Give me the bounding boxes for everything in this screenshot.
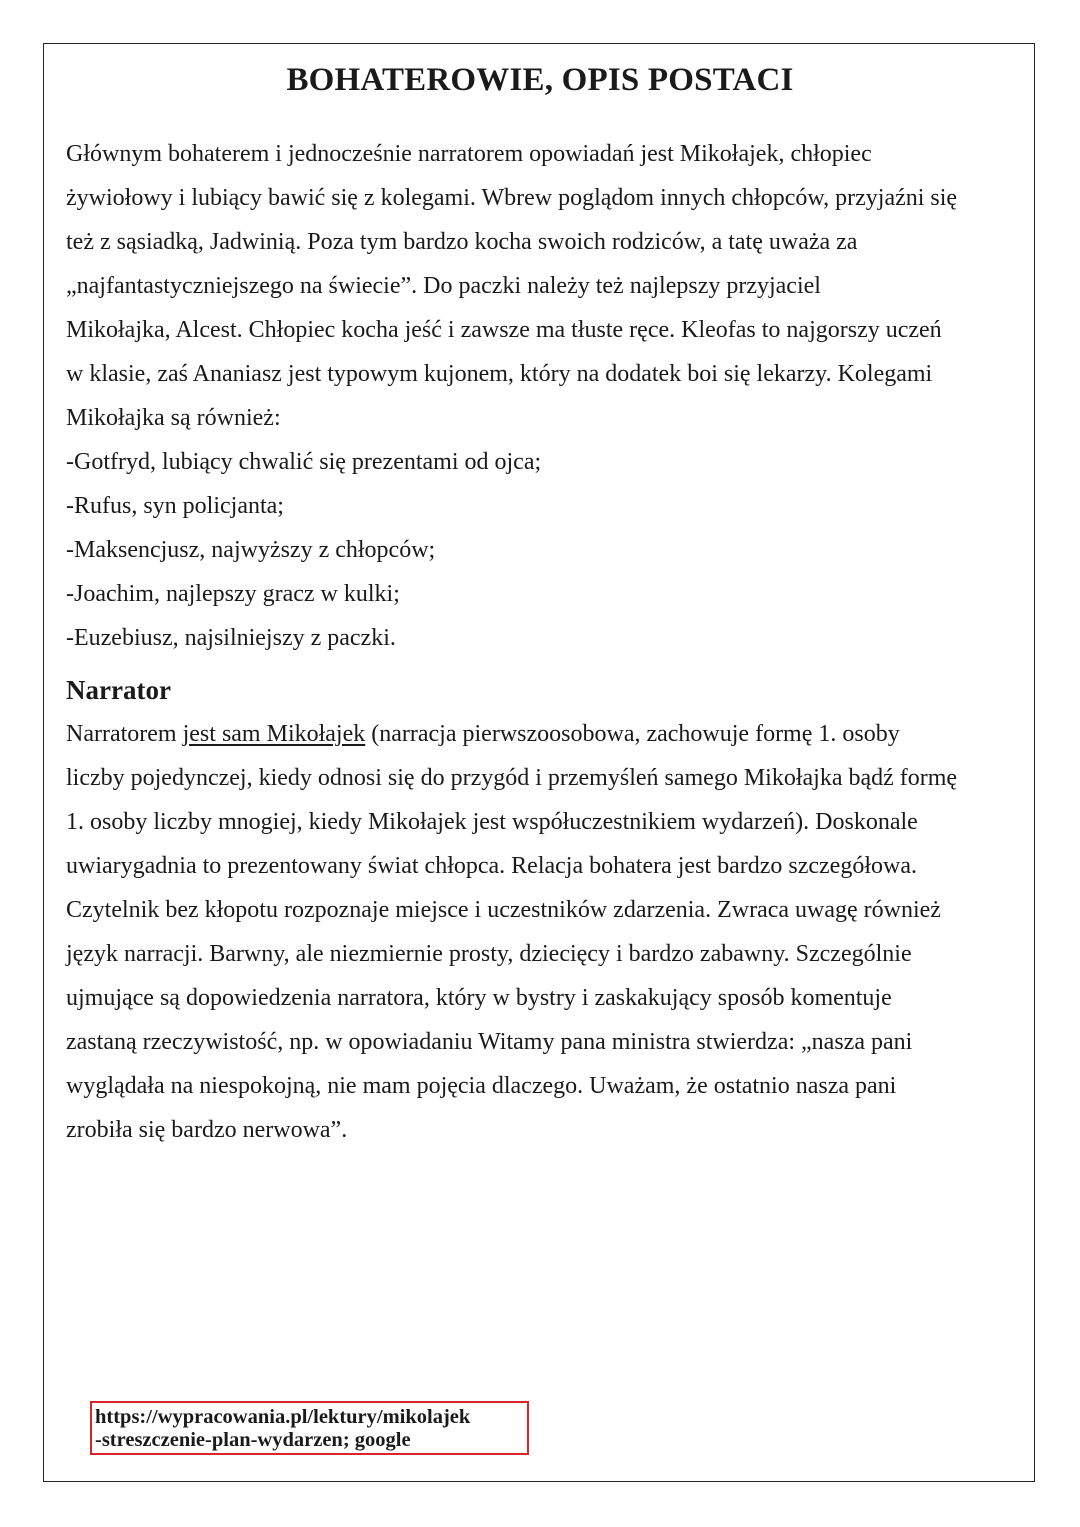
narrator-paragraph [66,712,1016,1152]
text-span: (narracja pierwszoosobowa, zachowuje formę 1. osoby [365,721,900,747]
source-line: https://wypracowania.pl/lektury/mikolajek [95,1406,471,1428]
text-line: Czytelnik bez kłopotu rozpoznaje miejsce i uczestników zdarzenia. Zwraca uwagę również [66,897,941,923]
text-line: „najfantastyczniejszego na świecie”. Do paczki należy też najlepszy przyjaciel [66,273,821,299]
narrator-heading: Narrator [66,675,171,705]
text-line: liczby pojedynczej, kiedy odnosi się do przygód i przemyśleń samego Mikołajka bądź formę [66,765,958,791]
colleagues-list [66,440,1016,660]
text-line: żywiołowy i lubiący bawić się z kolegami. Wbrew poglądom innych chłopców, przyjaźni się [66,185,958,211]
list-item: -Euzebiusz, najsilniejszy z paczki. [66,625,396,651]
text-line: w klasie, zaś Ananiasz jest typowym kujonem, który na dodatek boi się lekarzy. Kolegami [66,361,933,387]
text-line: ujmujące są dopowiedzenia narratora, który w bystry i zaskakujący sposób komentuje [66,985,892,1011]
characters-paragraph [66,132,1016,440]
list-item: -Joachim, najlepszy gracz w kulki; [66,581,400,607]
document-body [66,132,1016,1152]
text-line: wyglądała na niespokojną, nie mam pojęcia dlaczego. Uważam, że ostatnio nasza pani [66,1073,897,1099]
list-item: -Gotfryd, lubiący chwalić się prezentami od ojca; [66,449,542,475]
text-line: Mikołajka, Alcest. Chłopiec kocha jeść i zawsze ma tłuste ręce. Kleofas to najgorszy uczeń [66,317,942,343]
text-line: Głównym bohaterem i jednocześnie narratorem opowiadań jest Mikołajek, chłopiec [66,141,872,167]
text-span: Narratorem [66,721,183,747]
text-line: Mikołajka są również: [66,405,281,431]
text-line: też z sąsiadką, Jadwinią. Poza tym bardzo kocha swoich rodziców, a tatę uważa za [66,229,858,255]
source-citation-box [90,1401,529,1455]
source-line: -streszczenie-plan-wydarzen; google [95,1429,411,1451]
underlined-phrase: jest sam Mikołajek [182,721,366,747]
text-line [66,712,1016,756]
text-line: 1. osoby liczby mnogiej, kiedy Mikołajek jest współuczestnikiem wydarzeń). Doskonale [66,809,918,835]
page-title: BOHATEROWIE, OPIS POSTACI [286,62,794,98]
text-line: język narracji. Barwny, ale niezmiernie prosty, dziecięcy i bardzo zabawny. Szczególnie [66,941,912,967]
text-line: uwiarygadnia to prezentowany świat chłopca. Relacja bohatera jest bardzo szczegółowa. [66,853,917,879]
list-item: -Rufus, syn policjanta; [66,493,284,519]
list-item: -Maksencjusz, najwyższy z chłopców; [66,537,436,563]
text-line: zrobiła się bardzo nerwowa”. [66,1117,348,1143]
text-line: zastaną rzeczywistość, np. w opowiadaniu Witamy pana ministra stwierdza: „nasza pani [66,1029,913,1055]
